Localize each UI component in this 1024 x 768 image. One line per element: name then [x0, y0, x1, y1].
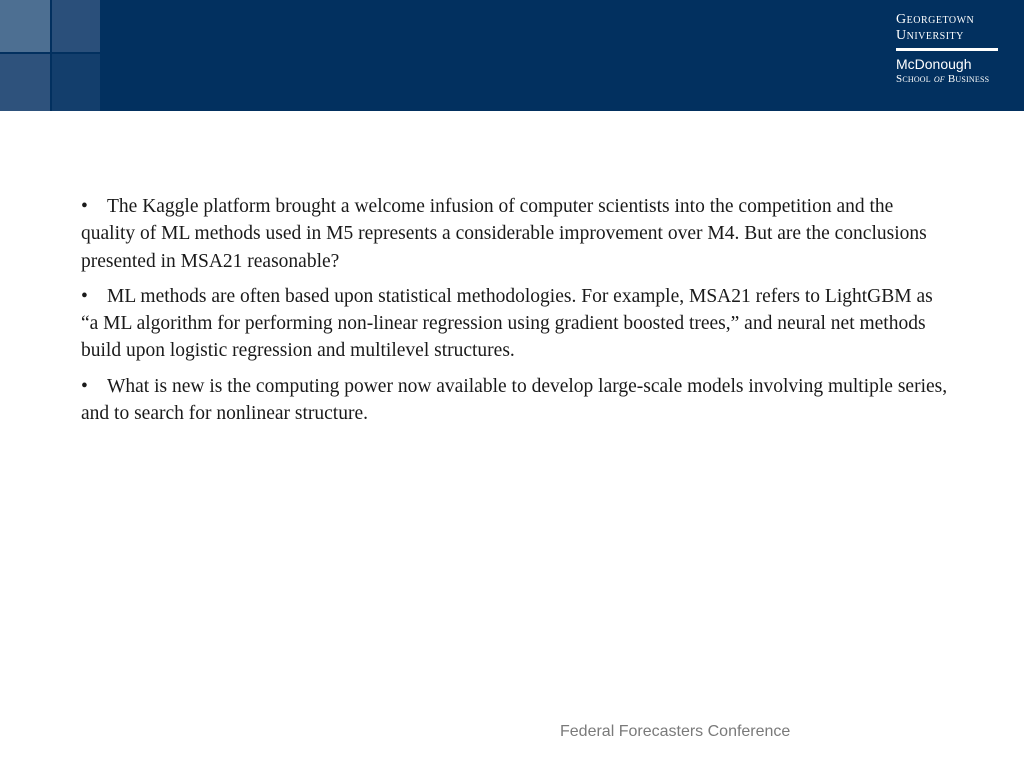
header-bar: [0, 0, 1024, 111]
decorative-square: [0, 0, 50, 52]
bullet-item: [81, 193, 949, 275]
bullet-symbol: •: [81, 285, 88, 307]
logo-line-university: University: [896, 28, 964, 43]
decorative-square: [52, 0, 100, 52]
decorative-square: [0, 54, 50, 111]
logo-of-word: of: [933, 73, 945, 85]
logo-school-word: School: [896, 73, 934, 85]
logo-line-georgetown: Georgetown: [896, 12, 975, 27]
bullet-item: [81, 373, 949, 428]
logo-business-word: Business: [944, 73, 990, 85]
footer-text: Federal Forecasters Conference: [560, 723, 791, 740]
bullet-text: What is new is the computing power now available to develop large-scale models involving multiple series, and to search for nonlinear structure.: [81, 375, 948, 425]
decorative-square: [52, 54, 100, 111]
bullet-symbol: •: [81, 196, 88, 217]
georgetown-mcdonough-logo: [896, 12, 1006, 86]
logo-line-mcdonough: McDonough: [896, 56, 972, 72]
bullet-text: ML methods are often based upon statistical methodologies. For example, MSA21 refers to LightGBM as “a ML algorithm for performing non-linear regression using gradient boosted trees,” and neural net methods build upon logistic regression and multilevel structures.: [81, 285, 933, 362]
bullet-text: The Kaggle platform brought a welcome infusion of computer scientists into the competition and the quality of ML methods used in M5 represents a considerable improvement over M4. But are the conclusions presented in MSA21 reasonable?: [81, 196, 927, 272]
bullet-list: [81, 193, 949, 435]
logo-line-school-of-business: [896, 72, 1006, 86]
bullet-item: [81, 283, 949, 365]
logo-divider: [896, 48, 998, 51]
bullet-symbol: •: [81, 375, 88, 397]
